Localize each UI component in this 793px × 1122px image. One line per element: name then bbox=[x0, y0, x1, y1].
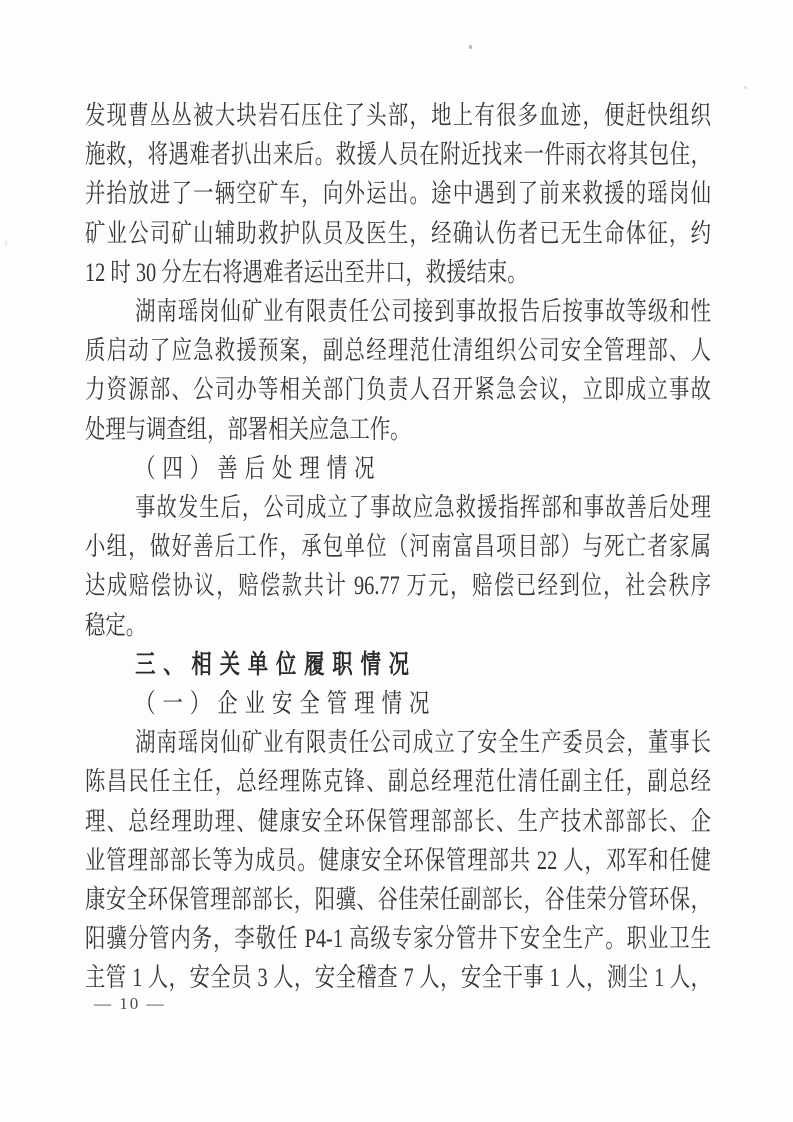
paragraph-line: 湖南瑶岗仙矿业有限责任公司接到事故报告后按事故等级和性 bbox=[135, 297, 711, 327]
heading-subsection-one: （一）企业安全管理情况 bbox=[135, 689, 437, 719]
paragraph-line: 业管理部部长等为成员。健康安全环保管理部共 22 人，邓军和任健 bbox=[85, 845, 711, 875]
paragraph-line: 达成赔偿协议，赔偿款共计 96.77 万元，赔偿已经到位，社会秩序 bbox=[85, 571, 711, 601]
paragraph-line: 理、总经理助理、健康安全环保管理部部长、生产技术部部长、企 bbox=[85, 806, 711, 836]
page-number: — 10 — bbox=[94, 994, 166, 1013]
paragraph-line: 处理与调查组，部署相关应急工作。 bbox=[85, 414, 411, 444]
paragraph-line: 陈昌民任主任，总经理陈克锋、副总经理范仕清任副主任，副总经 bbox=[85, 767, 711, 797]
paragraph-line: 主管 1 人，安全员 3 人，安全稽查 7 人，安全干事 1 人，测尘 1 人， bbox=[85, 963, 711, 993]
paragraph-line: 质启动了应急救援预案，副总经理范仕清组织公司安全管理部、人 bbox=[85, 336, 711, 366]
paragraph-line: 12 时 30 分左右将遇难者运出至井口，救援结束。 bbox=[85, 257, 528, 287]
paragraph-line: 力资源部、公司办等相关部门负责人召开紧急会议，立即成立事故 bbox=[85, 375, 711, 405]
heading-aftermath-section: （四）善后处理情况 bbox=[135, 453, 382, 483]
document-body bbox=[85, 96, 711, 998]
paragraph-line: 小组，做好善后工作，承包单位（河南富昌项目部）与死亡者家属 bbox=[85, 532, 711, 562]
scan-speck bbox=[469, 45, 472, 49]
paragraph-line: 并抬放进了一辆空矿车，向外运出。途中遇到了前来救援的瑶岗仙 bbox=[85, 179, 711, 209]
paragraph-line: 发现曹丛丛被大块岩石压住了头部，地上有很多血迹，便赶快组织 bbox=[85, 101, 711, 130]
paragraph-line: 矿业公司矿山辅助救护队员及医生，经确认伤者已无生命体征，约 bbox=[85, 218, 711, 248]
heading-section-three: 三、相关单位履职情况 bbox=[135, 648, 417, 679]
paragraph-line: 施救，将遇难者扒出来后。救援人员在附近找来一件雨衣将其包住， bbox=[85, 140, 711, 170]
paragraph-line: 事故发生后，公司成立了事故应急救援指挥部和事故善后处理 bbox=[135, 493, 711, 523]
paragraph-line: 阳骥分管内务，李敬任 P4-1 高级专家分管井下安全生产。职业卫生 bbox=[85, 924, 711, 954]
paragraph-line: 康安全环保管理部部长，阳骥、谷佳荣任副部长，谷佳荣分管环保， bbox=[85, 885, 711, 915]
paragraph-line: 湖南瑶岗仙矿业有限责任公司成立了安全生产委员会，董事长 bbox=[135, 728, 711, 758]
paragraph-line: 稳定。 bbox=[85, 610, 147, 640]
scan-speck bbox=[5, 240, 7, 246]
scan-speck bbox=[744, 86, 747, 89]
